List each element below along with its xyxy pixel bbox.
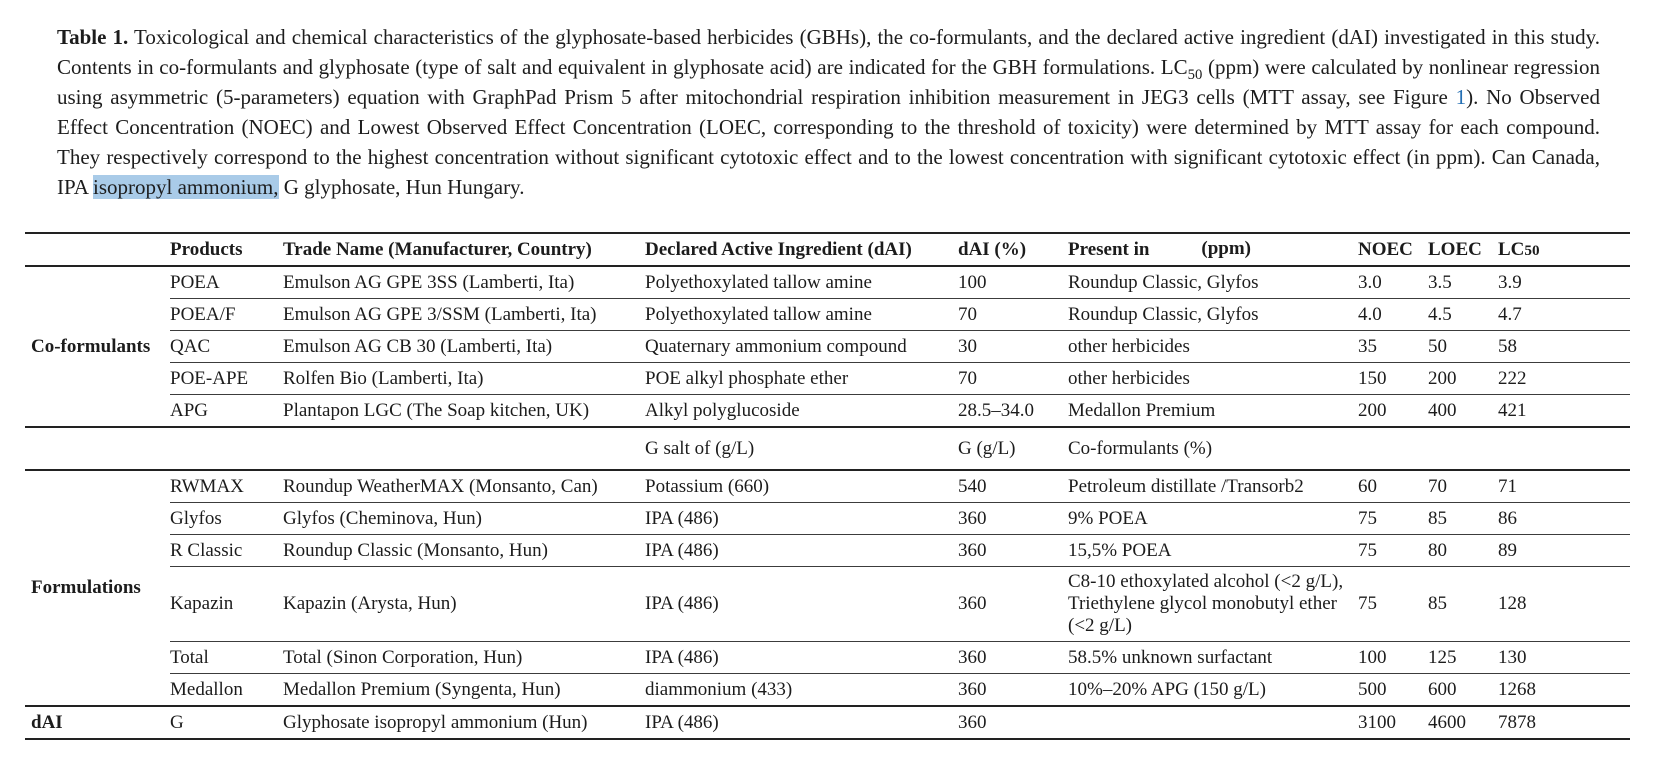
noec-cell: 3100: [1358, 706, 1428, 739]
product-cell: Kapazin: [170, 567, 283, 642]
loec-cell: 4600: [1428, 706, 1498, 739]
dai-pct-cell: G (g/L): [958, 427, 1068, 470]
product-cell: APG: [170, 395, 283, 428]
trade-name-cell: Total (Sinon Corporation, Hun): [283, 642, 645, 674]
dai-pct-cell: 28.5–34.0: [958, 395, 1068, 428]
caption-text-1: Toxicological and chemical characteristics of the glyphosate-based herbicides (GBHs), the co-formulants, and the declared active ingredient (dAI) investigated in this study. Contents in co-formulants and glyphosate (type of salt and equivalent in glyphosate acid) are indicated for the GBH formulations. LC: [57, 25, 1600, 79]
group-label: [25, 427, 170, 470]
noec-cell: 60: [1358, 470, 1428, 503]
caption-text-4: G glyphosate, Hun Hungary.: [278, 175, 525, 199]
table-row: [25, 470, 1630, 503]
dai-pct-cell: 540: [958, 470, 1068, 503]
table-row: [25, 503, 1630, 535]
table-row: [25, 706, 1630, 739]
lc50-cell: 3.9: [1498, 266, 1630, 299]
header-lc50: [1498, 233, 1630, 266]
lc50-cell: 89: [1498, 535, 1630, 567]
present-in-cell: [1068, 642, 1358, 674]
trade-name-cell: [283, 427, 645, 470]
present-in-line: 15,5% POEA: [1068, 539, 1172, 561]
noec-cell: 75: [1358, 567, 1428, 642]
table-row: [25, 395, 1630, 428]
loec-cell: 85: [1428, 503, 1498, 535]
table-row: [25, 427, 1630, 470]
present-in-cell: [1068, 535, 1358, 567]
present-in-line: other herbicides: [1068, 335, 1190, 357]
present-in-cell: [1068, 706, 1358, 739]
loec-cell: 125: [1428, 642, 1498, 674]
present-in-line: Medallon Premium: [1068, 399, 1216, 421]
noec-cell: 200: [1358, 395, 1428, 428]
trade-name-cell: Emulson AG GPE 3SS (Lamberti, Ita): [283, 266, 645, 299]
present-in-cell: [1068, 363, 1358, 395]
trade-name-cell: Emulson AG CB 30 (Lamberti, Ita): [283, 331, 645, 363]
noec-cell: 500: [1358, 674, 1428, 707]
present-in-line: 9% POEA: [1068, 507, 1148, 529]
table-body: [25, 266, 1630, 739]
dai-cell: Potassium (660): [645, 470, 958, 503]
present-in-cell: [1068, 503, 1358, 535]
noec-cell: 4.0: [1358, 299, 1428, 331]
loec-cell: 400: [1428, 395, 1498, 428]
table-row: [25, 363, 1630, 395]
dai-pct-cell: 70: [958, 363, 1068, 395]
dai-pct-cell: 360: [958, 503, 1068, 535]
loec-cell: 70: [1428, 470, 1498, 503]
dai-cell: diammonium (433): [645, 674, 958, 707]
trade-name-cell: Glyphosate isopropyl ammonium (Hun): [283, 706, 645, 739]
product-cell: POE-APE: [170, 363, 283, 395]
figure-1-link[interactable]: 1: [1455, 85, 1467, 109]
noec-cell: 100: [1358, 642, 1428, 674]
caption-text-2: (ppm) were calculated by nonlinear regression using asymmetric (5-parameters) equation with GraphPad Prism 5 after mitochondrial respiration inhibition measurement in JEG3 cells (MTT assay, see Figure: [57, 55, 1600, 109]
noec-cell: [1358, 427, 1428, 470]
trade-name-cell: Plantapon LGC (The Soap kitchen, UK): [283, 395, 645, 428]
lc50-subscript: 50: [1187, 67, 1203, 84]
dai-pct-cell: 360: [958, 535, 1068, 567]
loec-cell: 3.5: [1428, 266, 1498, 299]
dai-cell: Quaternary ammonium compound: [645, 331, 958, 363]
present-in-line: 58.5% unknown surfactant: [1068, 646, 1273, 668]
table-row: [25, 535, 1630, 567]
present-in-cell: [1068, 427, 1358, 470]
dai-pct-cell: 100: [958, 266, 1068, 299]
dai-cell: IPA (486): [645, 642, 958, 674]
present-in-line: Co-formulants (%): [1068, 437, 1213, 459]
present-in-line: Triethylene glycol monobutyl ether (<2 g/L): [1068, 593, 1337, 636]
loec-cell: 80: [1428, 535, 1498, 567]
loec-cell: 600: [1428, 674, 1498, 707]
dai-pct-cell: 30: [958, 331, 1068, 363]
header-dai-pct: dAI (%): [958, 233, 1068, 266]
trade-name-cell: Kapazin (Arysta, Hun): [283, 567, 645, 642]
trade-name-cell: Roundup WeatherMAX (Monsanto, Can): [283, 470, 645, 503]
header-lc50-prefix: LC: [1498, 238, 1525, 260]
lc50-cell: 86: [1498, 503, 1630, 535]
table-row: [25, 299, 1630, 331]
dai-cell: IPA (486): [645, 503, 958, 535]
loec-cell: [1428, 427, 1498, 470]
group-label: dAI: [25, 706, 170, 739]
toxicology-table: [25, 232, 1630, 740]
lc50-cell: 58: [1498, 331, 1630, 363]
present-in-cell: [1068, 567, 1358, 642]
present-in-line: Roundup Classic, Glyfos: [1068, 303, 1259, 325]
selected-text-highlight: isopropyl ammonium,: [93, 175, 279, 199]
product-cell: Glyfos: [170, 503, 283, 535]
lc50-cell: 7878: [1498, 706, 1630, 739]
table-header-row: [25, 233, 1630, 266]
dai-cell: IPA (486): [645, 567, 958, 642]
header-lc50-sub: 50: [1524, 241, 1540, 259]
present-in-cell: [1068, 266, 1358, 299]
present-in-line: Roundup Classic, Glyfos: [1068, 271, 1259, 293]
table-row: [25, 674, 1630, 707]
loec-cell: 200: [1428, 363, 1498, 395]
trade-name-cell: Rolfen Bio (Lamberti, Ita): [283, 363, 645, 395]
product-cell: [170, 427, 283, 470]
lc50-cell: 71: [1498, 470, 1630, 503]
lc50-cell: 130: [1498, 642, 1630, 674]
product-cell: G: [170, 706, 283, 739]
dai-pct-cell: 360: [958, 674, 1068, 707]
dai-cell: IPA (486): [645, 535, 958, 567]
noec-cell: 75: [1358, 535, 1428, 567]
present-in-line: C8-10 ethoxylated alcohol (<2 g/L),: [1068, 571, 1344, 592]
product-cell: QAC: [170, 331, 283, 363]
table-row: [25, 642, 1630, 674]
header-products: Products: [170, 233, 283, 266]
table-caption: [57, 22, 1600, 202]
present-in-line: Petroleum distillate /Transorb2: [1068, 475, 1304, 497]
product-cell: Medallon: [170, 674, 283, 707]
dai-pct-cell: 360: [958, 567, 1068, 642]
dai-pct-cell: 360: [958, 642, 1068, 674]
loec-cell: 50: [1428, 331, 1498, 363]
trade-name-cell: Glyfos (Cheminova, Hun): [283, 503, 645, 535]
table-row: [25, 567, 1630, 642]
present-in-line: other herbicides: [1068, 367, 1190, 389]
present-in-cell: [1068, 470, 1358, 503]
product-cell: POEA/F: [170, 299, 283, 331]
header-group: [25, 233, 170, 266]
caption-text-3: ). No Observed Effect Concentration (NOEC) and Lowest Observed Effect Concentration (LOEC, corresponding to the threshold of toxicity) were determined by MTT assay for each compound. They respectively correspond to the highest concentration without significant cytotoxic effect and to the lowest concentration with significant cytotoxic effect (in ppm). Can Canada, IPA: [57, 85, 1600, 199]
group-label: Co-formulants: [25, 266, 170, 427]
dai-pct-cell: 360: [958, 706, 1068, 739]
caption-label: Table 1.: [57, 25, 129, 49]
product-cell: RWMAX: [170, 470, 283, 503]
loec-cell: 85: [1428, 567, 1498, 642]
group-label: Formulations: [25, 470, 170, 706]
product-cell: R Classic: [170, 535, 283, 567]
header-present-in: [1068, 233, 1358, 266]
lc50-cell: 222: [1498, 363, 1630, 395]
header-ppm-label: (ppm): [1201, 238, 1252, 259]
header-trade-name: Trade Name (Manufacturer, Country): [283, 233, 645, 266]
present-in-cell: [1068, 674, 1358, 707]
loec-cell: 4.5: [1428, 299, 1498, 331]
noec-cell: 35: [1358, 331, 1428, 363]
present-in-cell: [1068, 331, 1358, 363]
trade-name-cell: Roundup Classic (Monsanto, Hun): [283, 535, 645, 567]
present-in-cell: [1068, 299, 1358, 331]
noec-cell: 3.0: [1358, 266, 1428, 299]
dai-cell: POE alkyl phosphate ether: [645, 363, 958, 395]
trade-name-cell: Emulson AG GPE 3/SSM (Lamberti, Ita): [283, 299, 645, 331]
lc50-cell: 128: [1498, 567, 1630, 642]
trade-name-cell: Medallon Premium (Syngenta, Hun): [283, 674, 645, 707]
lc50-cell: 4.7: [1498, 299, 1630, 331]
dai-cell: Alkyl polyglucoside: [645, 395, 958, 428]
present-in-line: 10%–20% APG (150 g/L): [1068, 678, 1266, 700]
product-cell: Total: [170, 642, 283, 674]
dai-cell: Polyethoxylated tallow amine: [645, 299, 958, 331]
header-dai: Declared Active Ingredient (dAI): [645, 233, 958, 266]
lc50-cell: 1268: [1498, 674, 1630, 707]
header-noec: NOEC: [1358, 233, 1428, 266]
header-loec: LOEC: [1428, 233, 1498, 266]
noec-cell: 75: [1358, 503, 1428, 535]
table-row: [25, 331, 1630, 363]
table-row: [25, 266, 1630, 299]
header-present-in-label: Present in: [1068, 238, 1150, 260]
dai-cell: G salt of (g/L): [645, 427, 958, 470]
lc50-cell: [1498, 427, 1630, 470]
dai-cell: IPA (486): [645, 706, 958, 739]
product-cell: POEA: [170, 266, 283, 299]
noec-cell: 150: [1358, 363, 1428, 395]
lc50-cell: 421: [1498, 395, 1630, 428]
dai-cell: Polyethoxylated tallow amine: [645, 266, 958, 299]
present-in-cell: [1068, 395, 1358, 428]
dai-pct-cell: 70: [958, 299, 1068, 331]
